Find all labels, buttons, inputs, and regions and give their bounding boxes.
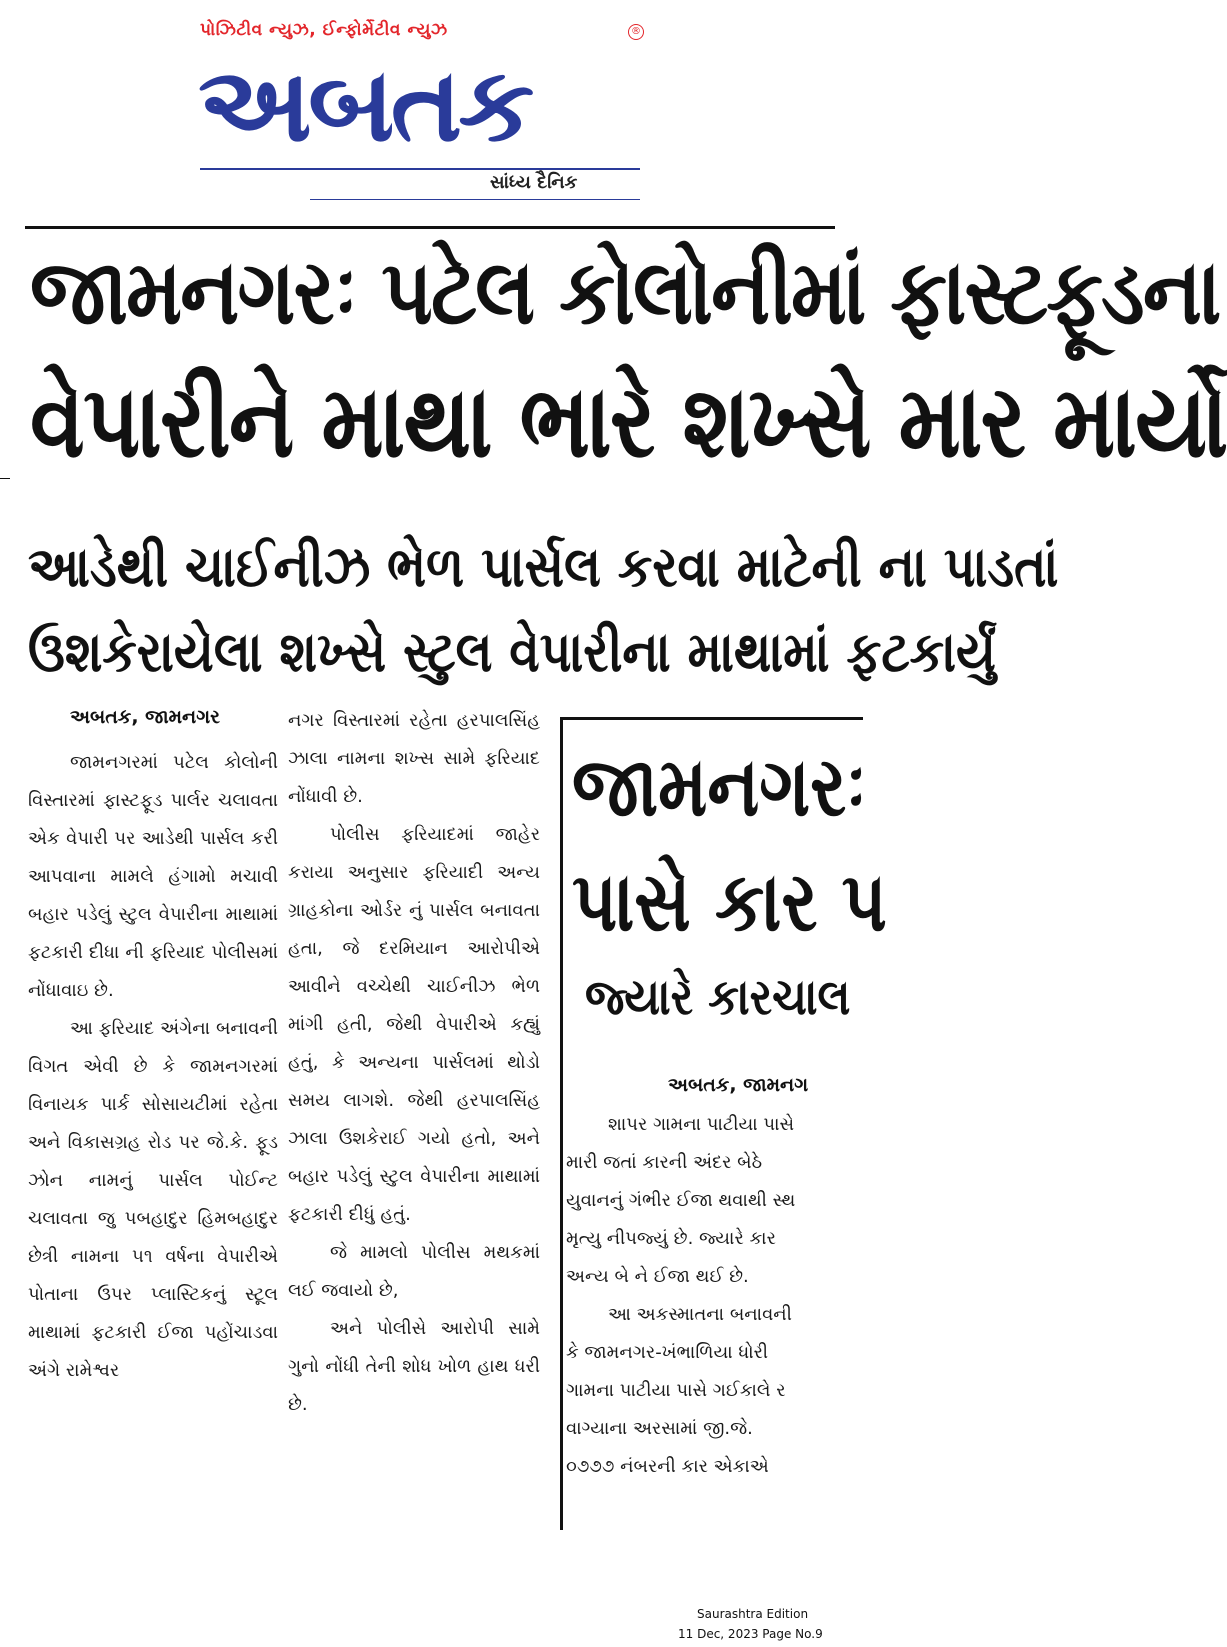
newspaper-logo: અબતક bbox=[198, 46, 531, 165]
text-line: આ અકસ્માતના બનાવની bbox=[608, 1304, 792, 1325]
page-info: 11 Dec, 2023 Page No.9 bbox=[678, 1627, 823, 1641]
text-line: મારી જતાં કારની અંદર બેઠે bbox=[566, 1152, 763, 1173]
text-line: અન્ય બે ને ઈજા થઈ છે. bbox=[566, 1266, 749, 1287]
header-divider bbox=[25, 226, 835, 229]
headline-line-2: વેપારીને માથા ભારે શખ્સે માર માર્યો bbox=[30, 363, 1227, 480]
paragraph: આ ફરિયાદ અંગેના બનાવની વિગત એવી છે કે જામનગરમાં વિનાયક પાર્ક સોસાયટીમાં રહેતા અને વિકાસગ્રહ રોડ પર જે.કે. ફૂડ ઝોન નામનું પાર્સલ પોઈન્ટ ચલાવતા જુ પબહાદુર હિમબહાદુર છેત્રી નામના ૫૧ વર્ષના વેપારીએ પોતાના ઉપર પ્લાસ્ટિકનું સ્ટૂલ માથામાં ફટકારી ઈજા પહોંચાડવા અંગે રામેશ્વર bbox=[28, 1018, 278, 1381]
text-line: વાગ્યાના અરસામાં જી.જે. bbox=[566, 1418, 753, 1439]
text-line: યુવાનનું ગંભીર ઈજા થવાથી સ્થ bbox=[566, 1190, 796, 1211]
side-headline-line-1: જામનગરઃ bbox=[572, 740, 867, 835]
side-headline-line-2: પાસે કાર પ bbox=[572, 855, 887, 950]
paragraph: પોલીસ ફરિયાદમાં જાહેર કરાયા અનુસાર ફરિયાદી અન્ય ગ્રાહકોના ઓર્ડર નું પાર્સલ બનાવતા હતા, જે દરમિયાન આરોપીએ આવીને વચ્ચેથી ચાઈનીઝ ભેળ માંગી હતી, જેથી વેપારીએ કહ્યું હતું, કે અન્યના પાર્સલમાં થોડો સમય લાગશે. જેથી હરપાલસિંહ ઝાલા ઉશકેરાઈ ગયો હતો, અને બહાર પડેલું સ્ટુલ વેપારીના માથામાં ફટકારી દીધું હતું. bbox=[288, 824, 540, 1225]
logo-underline bbox=[200, 168, 640, 170]
text-line: શાપર ગામના પાટીયા પાસે bbox=[608, 1114, 795, 1135]
deck-line-2: ઉશકેરાયેલા શખ્સે સ્ટુલ વેપારીના માથામાં ફટકાર્યું bbox=[28, 620, 996, 685]
subtitle-underline bbox=[310, 199, 640, 200]
headline-line-1: જામનગરઃ પટેલ કોલોનીમાં ફાસ્ટફૂડના bbox=[30, 240, 1220, 345]
side-deck: જ્યારે કારચાલ bbox=[585, 968, 851, 1026]
paragraph: અને પોલીસે આરોપી સામે ગુનો નોંધી તેની શોધ ખોળ હાથ ધરી છે. bbox=[288, 1318, 540, 1415]
masthead-subtitle: સાંધ્ય દૈનિક bbox=[490, 172, 578, 193]
article-column-2 bbox=[288, 702, 540, 1424]
paragraph: જે મામલો પોલીસ મથકમાં લઈ જવાયો છે, bbox=[288, 1242, 540, 1301]
text-line: કે જામનગર-ખંભાળિયા ધોરી bbox=[566, 1342, 769, 1363]
article-column-1 bbox=[28, 744, 278, 1390]
side-dateline: અબતક, જામનગ bbox=[668, 1074, 809, 1096]
side-story-column bbox=[566, 1106, 866, 1486]
margin-mark bbox=[0, 478, 10, 479]
paragraph: નગર વિસ્તારમાં રહેતા હરપાલસિંહ ઝાલા નામના શખ્સ સામે ફરિયાદ નોંધાવી છે. bbox=[288, 710, 540, 807]
text-line: ૦૭૭૭ નંબરની કાર એકાએ bbox=[566, 1456, 769, 1477]
text-line: મૃત્યુ નીપજ્યું છે. જ્યારે કાર bbox=[566, 1228, 776, 1249]
main-dateline: અબતક, જામનગર bbox=[70, 706, 220, 728]
text-line: ગામના પાટીયા પાસે ગઈકાલે ર bbox=[566, 1380, 786, 1401]
paragraph: જામનગરમાં પટેલ કોલોની વિસ્તારમાં ફાસ્ટફૂડ પાર્લર ચલાવતા એક વેપારી પર આડેથી પાર્સલ કરી આપવાના મામલે હંગામો મચાવી બહાર પડેલું સ્ટુલ વેપારીના માથામાં ફટકારી દીધા ની ફરિયાદ પોલીસમાં નોંધાવાઇ છે. bbox=[28, 752, 278, 1001]
registered-mark: ® bbox=[628, 24, 644, 40]
masthead-tagline: પોઝિટીવ ન્યુઝ, ઈન્ફોર્મેટીવ ન્યુઝ bbox=[200, 20, 448, 40]
deck-line-1: આડેથી ચાઈનીઝ ભેળ પાર્સલ કરવા માટેની ના પાડતાં bbox=[28, 535, 1059, 600]
edition-label: Saurashtra Edition bbox=[697, 1607, 809, 1621]
